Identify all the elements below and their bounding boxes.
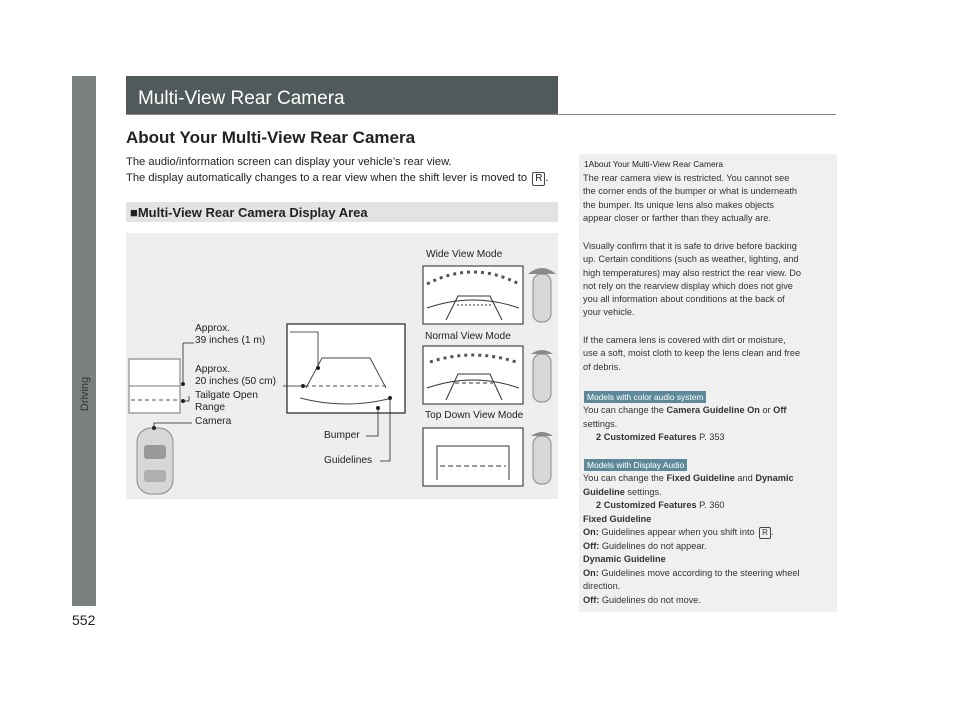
model-tag-color-audio: Models with color audio system [584,391,706,403]
note-title: 1About Your Multi-View Rear Camera [584,159,724,169]
note-para-3 [583,334,800,374]
car-icon-top-down [531,432,553,484]
note-line: use a soft, moist cloth to keep the lens clean and free [583,348,801,359]
note-line: appear closer or farther than they actually are. [583,212,771,223]
fixed-off-line: Off: Guidelines do not appear. [583,541,707,551]
model-tag-display-audio: Models with Display Audio [584,459,687,471]
dynamic-on-line: On: Guidelines move according to the steering wheel [583,568,800,578]
label-top-down-view: Top Down View Mode [425,410,524,421]
label-dist-1: 39 inches (1 m) [195,335,266,346]
car-icon-normal [531,350,553,402]
note-change-1-end: settings. [583,419,618,429]
wide-view-screen [423,266,523,324]
note-line: Visually confirm that it is safe to drive before backing [583,241,797,251]
shift-key-r-note: R [759,527,771,539]
note-para-1 [583,172,797,225]
label-approx-2: Approx. [195,364,231,375]
shift-key-r: R [532,172,545,186]
note-para-2 [583,240,801,320]
label-normal-view: Normal View Mode [425,331,511,342]
label-dist-2: 20 inches (50 cm) [195,376,276,387]
note-line: you all information about conditions at the back of [583,294,785,305]
body-line-2: The display automatically changes to a rear view when the shift lever is moved to R . [126,172,549,184]
page-number: 552 [72,612,96,628]
note-line: your vehicle. [583,307,635,318]
note-ref-1[interactable]: 2 Customized Features P. 353 [596,432,725,442]
fixed-guideline-heading: Fixed Guideline [583,514,652,524]
label-tailgate-1: Tailgate Open [195,390,258,401]
note-line: high temperatures) may also restrict the rear view. Do [583,267,802,278]
ref-arrow-icon: 2 [596,432,602,442]
label-bumper: Bumper [324,430,360,441]
dynamic-guideline-heading: Dynamic Guideline [583,554,666,564]
car-top-view-icon [137,428,173,494]
note-change-2-end: Guideline settings. [583,487,662,497]
label-wide-view: Wide View Mode [426,249,503,260]
body-line-2-text: The display automatically changes to a rear view when the shift lever is moved to [126,172,528,184]
note-line: the bumper. Its unique lens also makes objects [583,199,775,210]
dynamic-on-line-2: direction. [583,581,621,591]
note-title-text: About Your Multi-View Rear Camera [588,159,724,169]
page-title: Multi-View Rear Camera [138,88,345,109]
label-tailgate-2: Range [195,402,226,413]
note-ref-2[interactable]: 2 Customized Features P. 360 [596,500,725,510]
dynamic-off-line: Off: Guidelines do not move. [583,595,701,605]
note-change-2: You can change the Fixed Guideline and Dynamic [583,473,794,483]
car-icon-wide [528,268,556,322]
label-approx-1: Approx. [195,323,231,334]
note-line: up. Certain conditions (such as weather, lighting, and [583,254,799,265]
note-line: The rear camera view is restricted. You cannot see [583,173,790,183]
ref-arrow-icon: 2 [596,500,602,510]
note-line: of debris. [583,361,621,372]
note-line: If the camera lens is covered with dirt or moisture, [583,335,786,345]
note-change-1: You can change the Camera Guideline On or Off [583,405,787,415]
note-line: not rely on the rearview display which does not give [583,280,793,291]
label-guidelines: Guidelines [324,455,373,466]
fixed-on-line: On: Guidelines appear when you shift into R . [583,527,774,537]
subheading: ■Multi-View Rear Camera Display Area [130,205,368,220]
normal-view-screen [423,346,523,404]
side-label: Driving [79,376,91,412]
top-down-view-screen [423,428,523,486]
section-heading: About Your Multi-View Rear Camera [126,128,416,147]
body-line-1: The audio/information screen can display your vehicle’s rear view. [126,156,452,168]
label-camera: Camera [195,416,232,427]
note-line: the corner ends of the bumper or what is underneath [583,186,797,197]
